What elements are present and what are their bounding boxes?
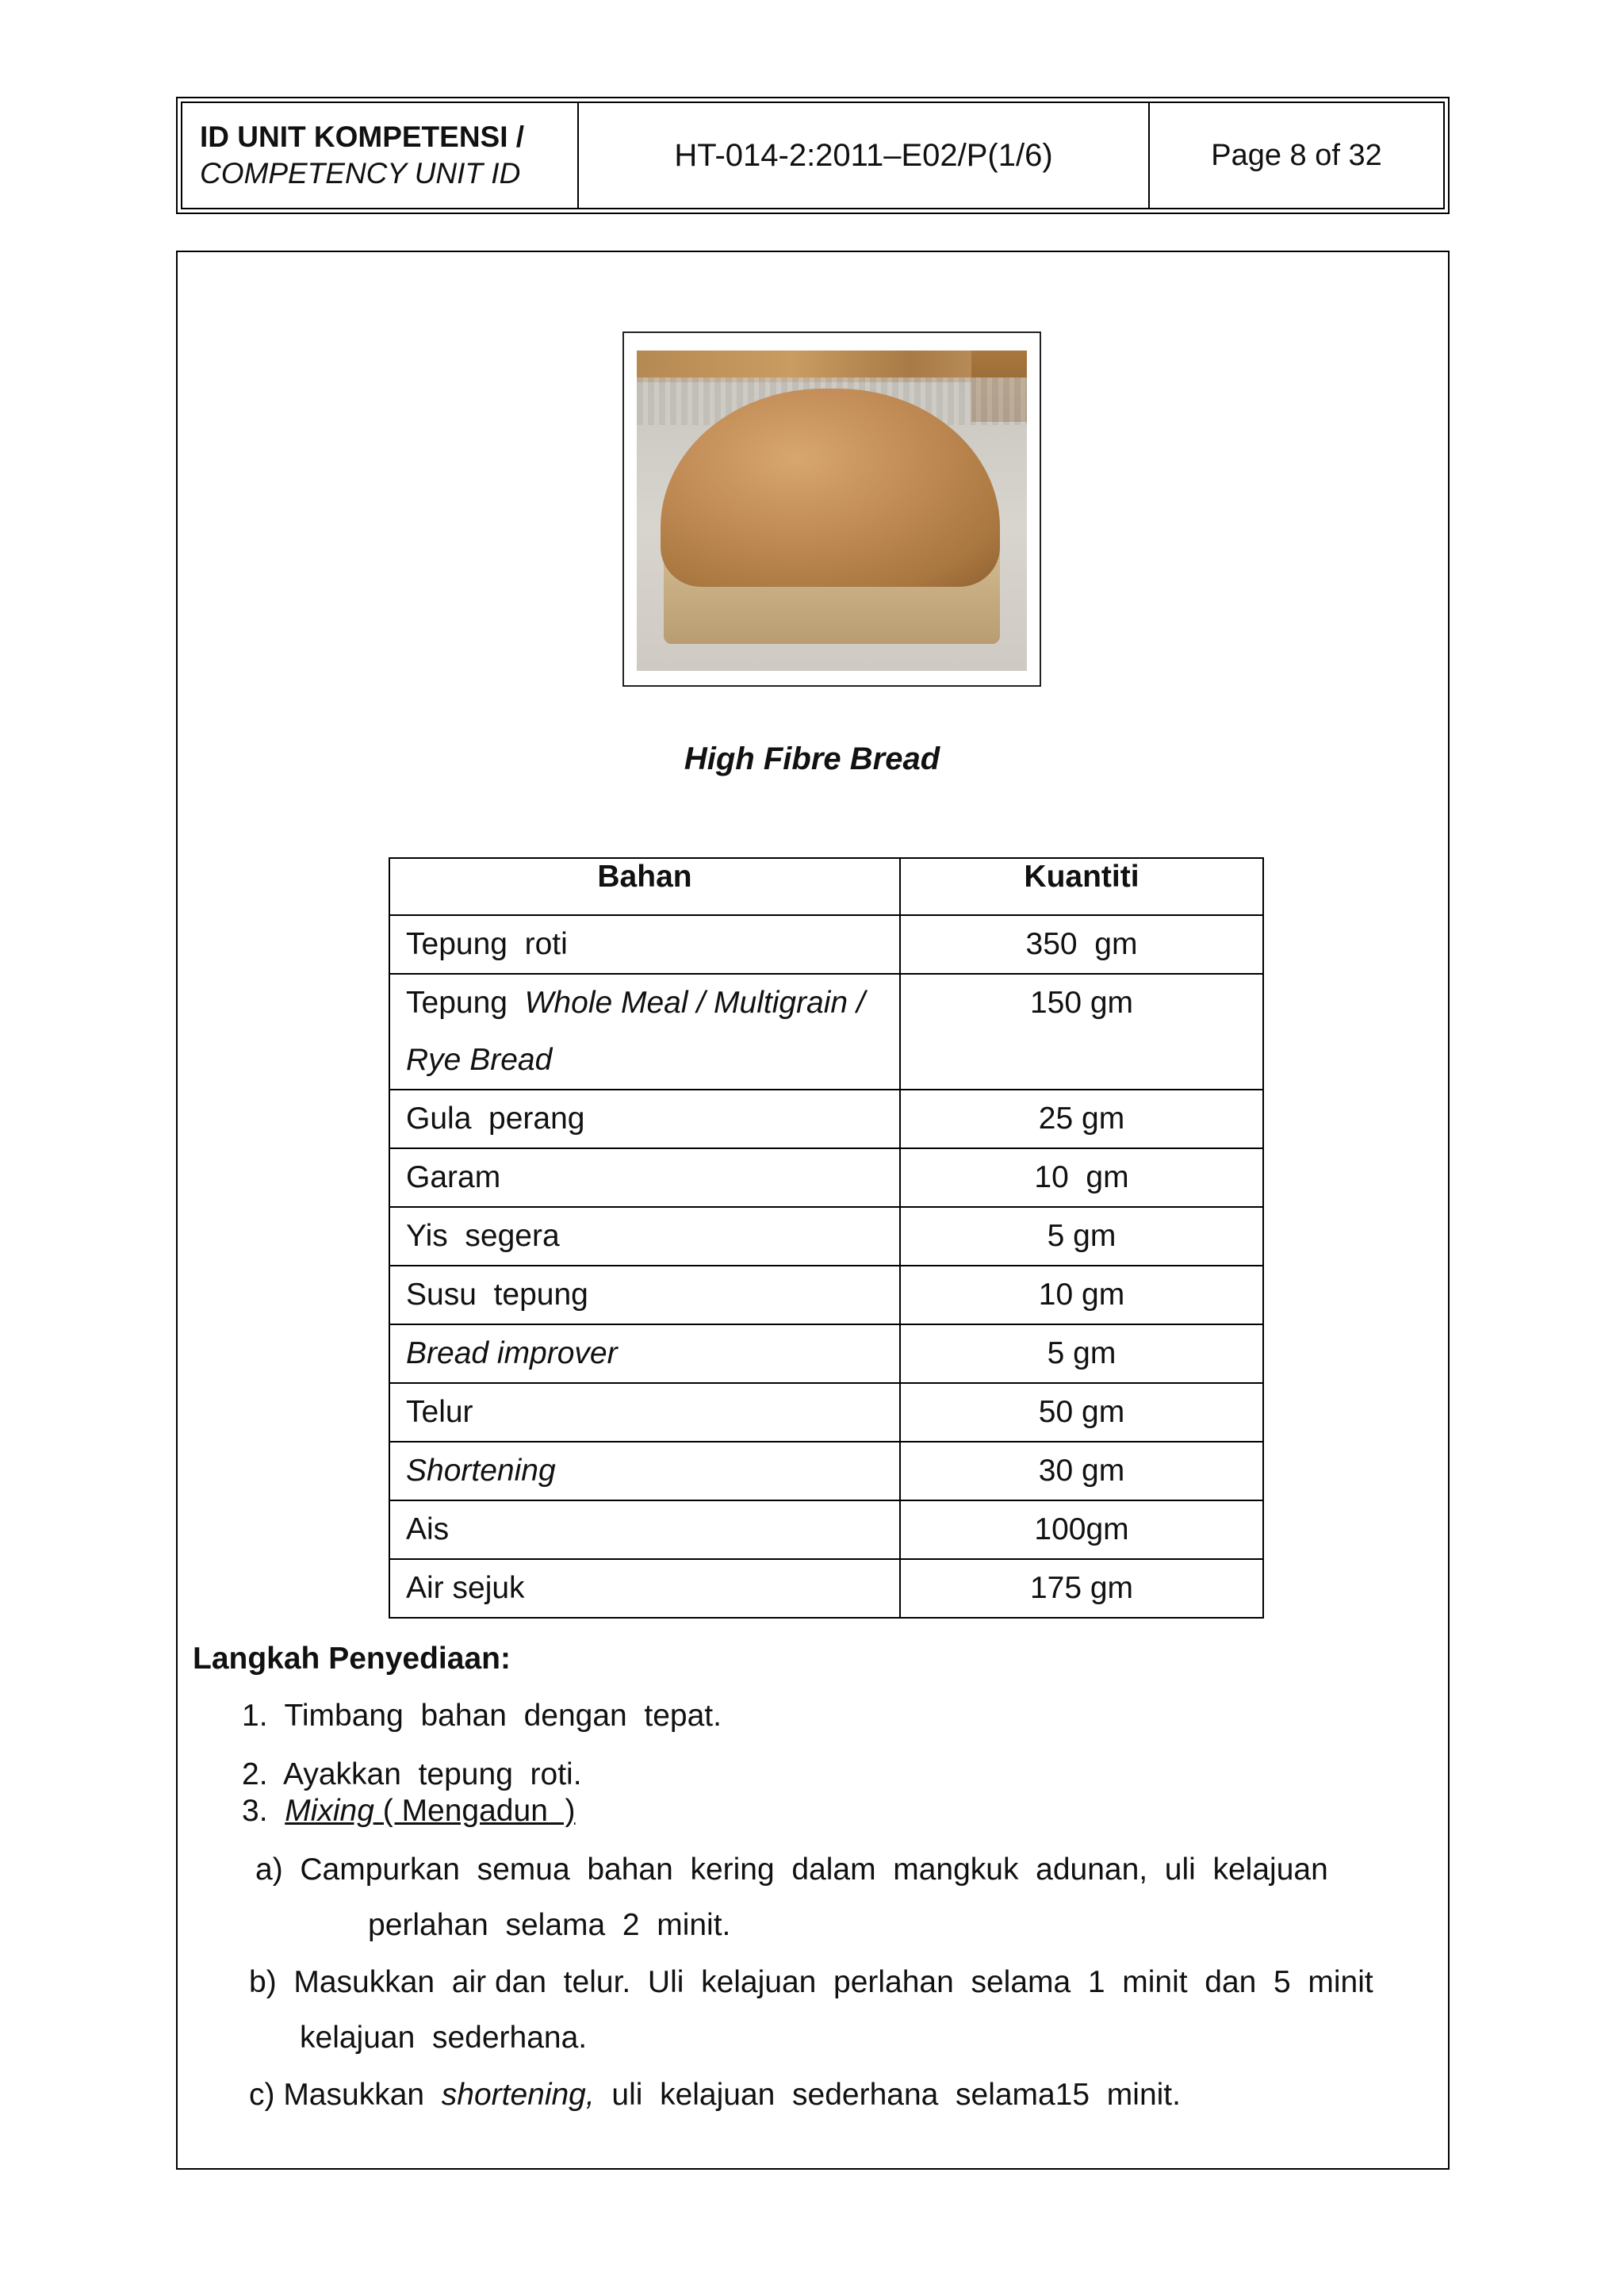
ingredient-name: Susu tepung <box>389 1266 900 1324</box>
table-row <box>389 1500 1263 1559</box>
ingredient-qty: 10 gm <box>900 1148 1263 1207</box>
ingredient-name: Bread improver <box>389 1324 900 1383</box>
substep-c-pre: c) Masukkan <box>249 2078 442 2112</box>
page-number-cell <box>1150 103 1443 208</box>
ingredient-qty: 50 gm <box>900 1383 1263 1442</box>
ingredient-qty: 150 gm <box>900 974 1263 1090</box>
ingredient-qty: 10 gm <box>900 1266 1263 1324</box>
header-kuantiti: Kuantiti <box>900 858 1263 915</box>
ingredient-name: Shortening <box>389 1442 900 1500</box>
ingredient-name: Ais <box>389 1500 900 1559</box>
unit-code-cell <box>579 103 1150 208</box>
substep-a-line1: a) Campurkan semua bahan kering dalam mangkuk adunan, uli kelajuan <box>255 1852 1328 1887</box>
bread-photo <box>637 351 1027 671</box>
table-row <box>389 1324 1263 1383</box>
table-row <box>389 1442 1263 1500</box>
ingredient-qty: 100gm <box>900 1500 1263 1559</box>
table-row <box>389 974 1263 1090</box>
table-row <box>389 1207 1263 1266</box>
step-3 <box>242 1794 576 1829</box>
table-row <box>389 1148 1263 1207</box>
substep-a-line2: perlahan selama 2 minit. <box>368 1908 731 1942</box>
header-inner <box>181 102 1445 209</box>
table-row <box>389 1090 1263 1148</box>
ingredient-qty: 175 gm <box>900 1559 1263 1618</box>
ingredient-name: Tepung roti <box>389 915 900 974</box>
ingredient-name: Telur <box>389 1383 900 1442</box>
steps-title: Langkah Penyediaan: <box>193 1642 511 1676</box>
substep-b-line2: kelajuan sederhana. <box>300 2021 588 2055</box>
step-1: 1. Timbang bahan dengan tepat. <box>242 1699 722 1733</box>
ingredient-name: Gula perang <box>389 1090 900 1148</box>
header-bahan: Bahan <box>389 858 900 915</box>
table-header-row <box>389 858 1263 915</box>
ingredient-name-plain: Tepung <box>406 986 525 1020</box>
page-number: Page 8 of 32 <box>1211 138 1382 172</box>
ingredient-qty: 5 gm <box>900 1324 1263 1383</box>
unit-id-label: ID UNIT KOMPETENSI / <box>200 121 525 153</box>
ingredients-table <box>389 857 1264 1619</box>
header-box <box>176 97 1450 214</box>
table-row <box>389 1383 1263 1442</box>
substep-c <box>249 2078 1181 2113</box>
photo-caption: High Fibre Bread <box>684 741 940 776</box>
step-3-number: 3. <box>242 1794 285 1828</box>
substep-c-post: uli kelajuan sederhana selama15 minit. <box>594 2078 1181 2112</box>
ingredient-name: Yis segera <box>389 1207 900 1266</box>
ingredient-name-line2: Rye Bread <box>406 1043 553 1077</box>
table-row <box>389 1266 1263 1324</box>
ingredient-name: Air sejuk <box>389 1559 900 1618</box>
ingredient-name <box>389 974 900 1090</box>
ingredient-name: Garam <box>389 1148 900 1207</box>
ingredient-qty: 25 gm <box>900 1090 1263 1148</box>
ingredient-qty: 30 gm <box>900 1442 1263 1500</box>
step-3-mixing: Mixing <box>285 1794 374 1828</box>
ingredient-qty: 350 gm <box>900 915 1263 974</box>
step-3-mengadun: ( Mengadun ) <box>373 1794 576 1828</box>
step-2: 2. Ayakkan tepung roti. <box>242 1757 582 1791</box>
ingredient-qty: 5 gm <box>900 1207 1263 1266</box>
substep-c-shortening: shortening, <box>441 2078 595 2112</box>
table-row <box>389 915 1263 974</box>
substep-b-line1: b) Masukkan air dan telur. Uli kelajuan perlahan selama 1 minit dan 5 minit <box>249 1965 1373 1999</box>
unit-id-label-cell <box>182 103 579 208</box>
bread-photo-frame <box>622 331 1041 687</box>
ingredient-name-italic: Whole Meal / Multigrain / <box>524 986 865 1020</box>
unit-id-label-english: COMPETENCY UNIT ID <box>200 157 521 190</box>
unit-code: HT-014-2:2011–E02/P(1/6) <box>674 137 1053 173</box>
table-row <box>389 1559 1263 1618</box>
step-3-text <box>285 1794 575 1828</box>
